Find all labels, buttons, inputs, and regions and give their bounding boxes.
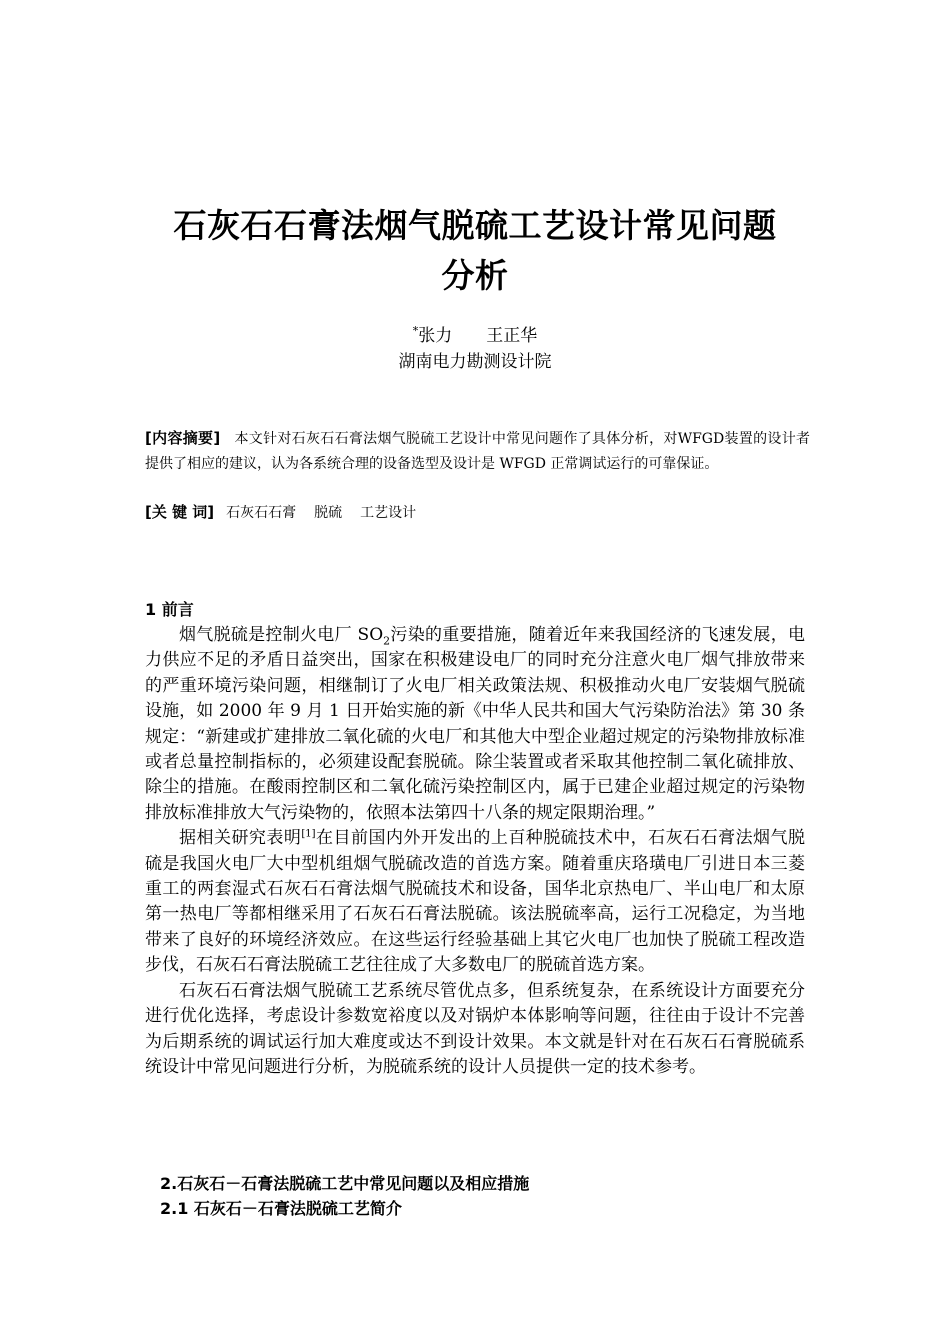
keyword: 石灰石石膏 bbox=[226, 505, 297, 521]
subscript: 2 bbox=[383, 634, 391, 648]
section-body bbox=[145, 623, 805, 1080]
section-heading: 1 前言 bbox=[145, 600, 194, 619]
paragraph-text: 烟气脱硫是控制火电厂 SO bbox=[179, 625, 384, 645]
paragraph bbox=[145, 826, 805, 978]
paragraph bbox=[145, 623, 805, 826]
paragraph-text: 污染的重要措施，随着近年来我国经济的飞速发展，电力供应不足的矛盾日益突出，国家在积极建设电厂的同时充分注意火电厂烟气排放带来的严重环境污染问题，相继制订了火电厂相关政策法规、积极推动火电厂安装烟气脱硫设施，如 2000 年 9 月 1 日开始实施的新《中华人民共和国大气污染防治法》第 30 条规定：“新建或扩建排放二氧化硫的火电厂和其他大中型企业超过规定的污染物排放标准或者总量控制指标的，必须建设配套脱硫。除尘装置或者采取其他控制二氧化硫排放、除尘的措施。在酸雨控制区和二氧化硫污染控制区内，属于已建企业超过规定的污染物排放标准排放大气污染物的，依照本法第四十八条的规定限期治理。” bbox=[145, 625, 805, 823]
keywords-label: [关 键 词] bbox=[145, 503, 215, 521]
paragraph: 石灰石石膏法烟气脱硫工艺系统尽管优点多，但系统复杂，在系统设计方面要充分进行优化选择，考虑设计参数宽裕度以及对锅炉本体影响等问题，往往由于设计不完善为后期系统的调试运行加大难度或达不到设计效果。本文就是针对在石灰石石膏脱硫系统设计中常见问题进行分析，为脱硫系统的设计人员提供一定的技术参考。 bbox=[145, 980, 805, 1077]
subsection-heading: 2.1 石灰石－石膏法脱硫工艺简介 bbox=[160, 1199, 402, 1218]
paragraph-text: 据相关研究表明 bbox=[179, 828, 302, 849]
paragraph-text: 在目前国内外开发出的上百种脱硫技术中，石灰石石膏法烟气脱硫是我国火电厂大中型机组烟气脱硫改造的首选方案。随着重庆珞璜电厂引进日本三菱重工的两套湿式石灰石石膏法烟气脱硫技术和设备，国华北京热电厂、半山电厂和太原第一热电厂等都相继采用了石灰石石膏法脱硫。该法脱硫率高，运行工况稳定，为当地带来了良好的环境经济效应。在这些运行经验基础上其它火电厂也加快了脱硫工程改造步伐，石灰石石膏法脱硫工艺往往成了大多数电厂的脱硫首选方案。 bbox=[145, 828, 806, 976]
author-line bbox=[0, 324, 950, 348]
author-name: 王正华 bbox=[486, 326, 538, 346]
paper-title-line-1: 石灰石石膏法烟气脱硫工艺设计常见问题 bbox=[173, 206, 777, 245]
abstract-text: 本文针对石灰石石膏法烟气脱硫工艺设计中常见问题作了具体分析，对WFGD装置的设计者提供了相应的建议，认为各系统合理的设备选型及设计是 WFGD 正常调试运行的可靠保证。 bbox=[145, 431, 810, 472]
corresponding-author-marker: * bbox=[412, 324, 419, 338]
citation-reference: [1] bbox=[301, 828, 316, 840]
keyword: 工艺设计 bbox=[360, 505, 417, 521]
keyword: 脱硫 bbox=[314, 505, 343, 521]
paper-title-line-2: 分析 bbox=[441, 256, 509, 295]
abstract-label: [内容摘要] bbox=[145, 429, 221, 447]
keywords bbox=[145, 500, 810, 526]
abstract bbox=[145, 426, 810, 477]
affiliation: 湖南电力勘测设计院 bbox=[398, 352, 552, 372]
section-heading: 2.石灰石－石膏法脱硫工艺中常见问题以及相应措施 bbox=[160, 1174, 530, 1193]
author-name: 张力 bbox=[418, 326, 453, 346]
